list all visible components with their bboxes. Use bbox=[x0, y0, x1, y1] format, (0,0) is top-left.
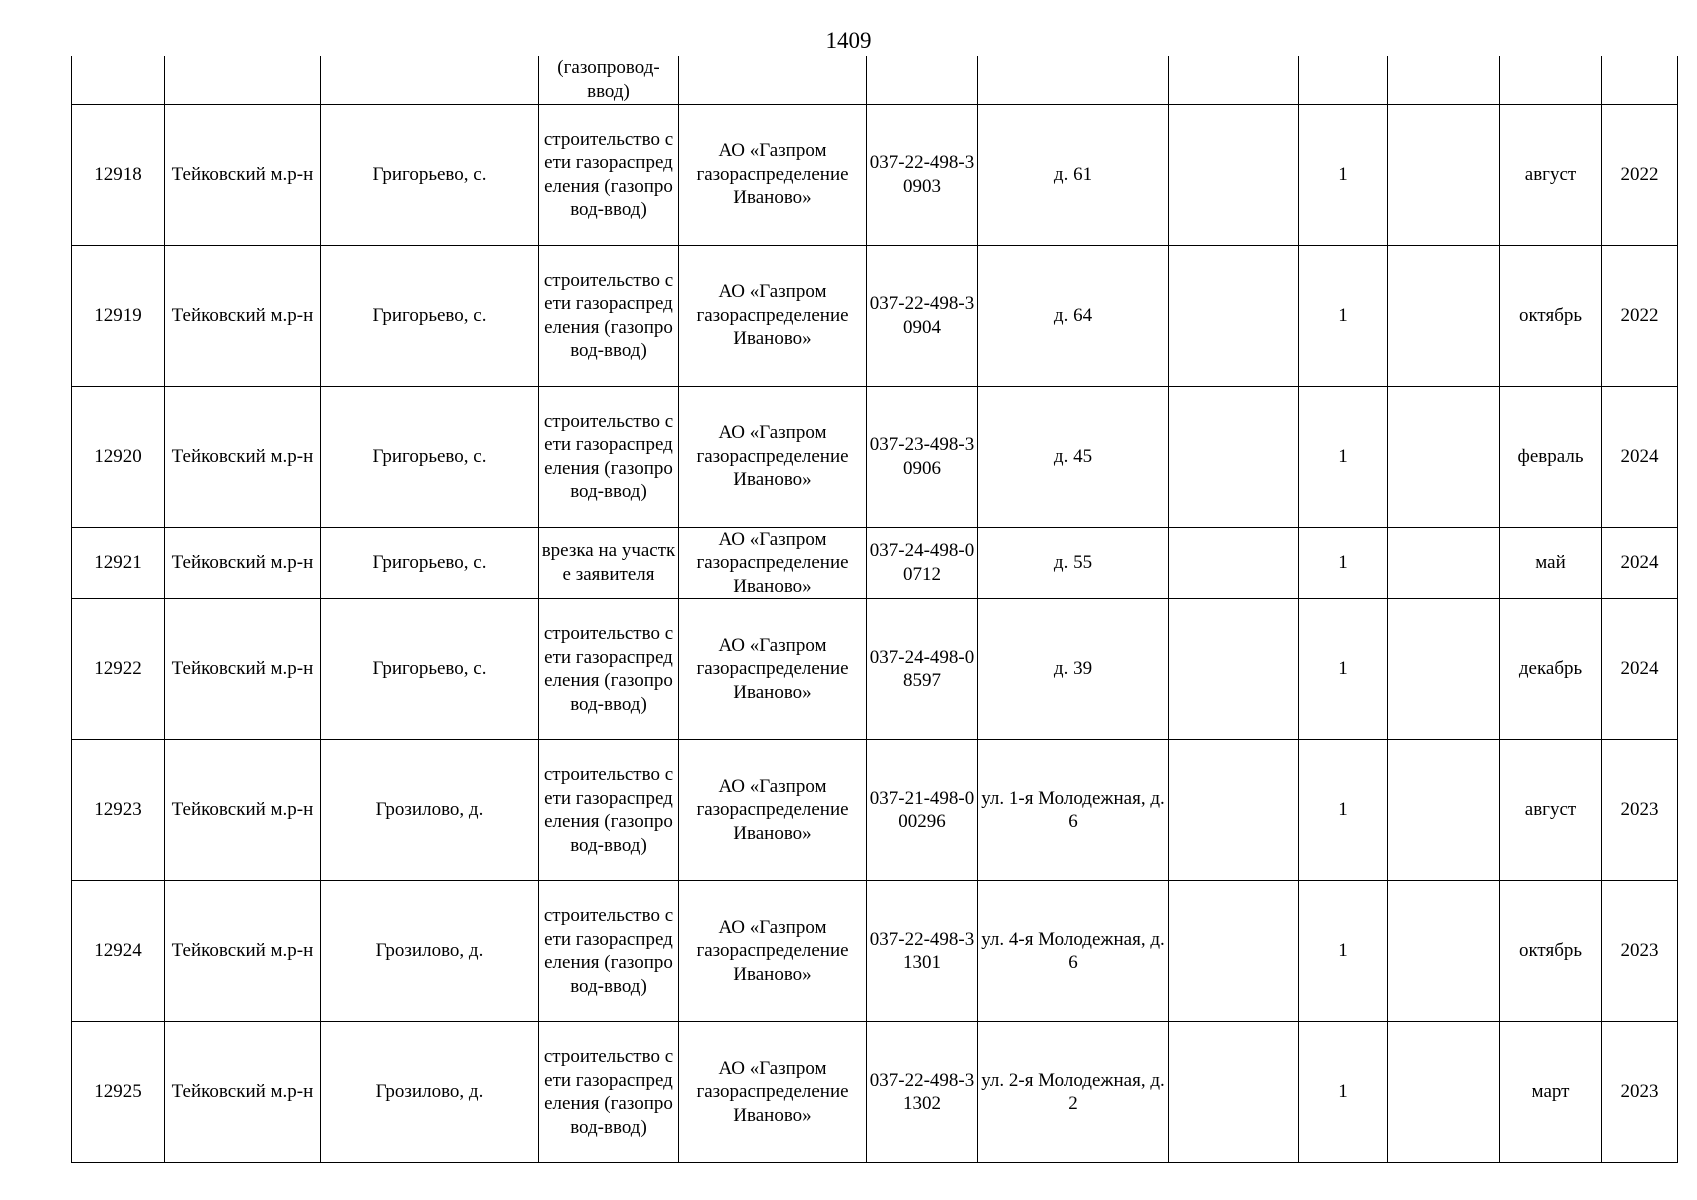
cell-count: 1 bbox=[1299, 740, 1388, 881]
cell-month: август bbox=[1500, 740, 1602, 881]
cell-address: ул. 4-я Молодежная, д. 6 bbox=[978, 881, 1169, 1022]
table-row bbox=[72, 527, 1678, 599]
cell-organization: АО «Газпром газораспределение Иваново» bbox=[679, 740, 867, 881]
cell-contract: 037-21-498-000296 bbox=[867, 740, 978, 881]
cell-count: 1 bbox=[1299, 386, 1388, 527]
cell-year: 2023 bbox=[1602, 881, 1678, 1022]
cell-settlement: Грозилово, д. bbox=[321, 740, 539, 881]
table-body bbox=[72, 56, 1678, 1163]
cell-year: 2024 bbox=[1602, 386, 1678, 527]
table-row bbox=[72, 104, 1678, 245]
cell-count: 1 bbox=[1299, 104, 1388, 245]
cell-col8 bbox=[1169, 881, 1299, 1022]
cell-col10 bbox=[1388, 527, 1500, 599]
cell-settlement: Грозилово, д. bbox=[321, 1022, 539, 1163]
cell-organization: АО «Газпром газораспределение Иваново» bbox=[679, 881, 867, 1022]
cell-count: 1 bbox=[1299, 881, 1388, 1022]
table-row bbox=[72, 740, 1678, 881]
table-row bbox=[72, 881, 1678, 1022]
cell-work-type: строительство сети газораспределения (газопровод-ввод) bbox=[539, 245, 679, 386]
cell-col8 bbox=[1169, 740, 1299, 881]
cell-organization: АО «Газпром газораспределение Иваново» bbox=[679, 527, 867, 599]
cell-col8 bbox=[1169, 527, 1299, 599]
cell-col10 bbox=[1388, 386, 1500, 527]
cell-id: 12923 bbox=[72, 740, 165, 881]
cell-col8 bbox=[1169, 386, 1299, 527]
cell-address: д. 55 bbox=[978, 527, 1169, 599]
cell-work-type: строительство сети газораспределения (газопровод-ввод) bbox=[539, 386, 679, 527]
cell-address: д. 61 bbox=[978, 104, 1169, 245]
cell-district: Тейковский м.р-н bbox=[165, 104, 321, 245]
cell-month bbox=[1500, 56, 1602, 104]
cell-count: 1 bbox=[1299, 527, 1388, 599]
cell-organization bbox=[679, 56, 867, 104]
cell-col8 bbox=[1169, 56, 1299, 104]
cell-count: 1 bbox=[1299, 1022, 1388, 1163]
cell-month: февраль bbox=[1500, 386, 1602, 527]
cell-address: ул. 1-я Молодежная, д. 6 bbox=[978, 740, 1169, 881]
cell-col8 bbox=[1169, 245, 1299, 386]
cell-count bbox=[1299, 56, 1388, 104]
cell-organization: АО «Газпром газораспределение Иваново» bbox=[679, 386, 867, 527]
table-row bbox=[72, 1022, 1678, 1163]
cell-settlement bbox=[321, 56, 539, 104]
cell-district: Тейковский м.р-н bbox=[165, 599, 321, 740]
cell-col8 bbox=[1169, 599, 1299, 740]
cell-address bbox=[978, 56, 1169, 104]
cell-settlement: Григорьево, с. bbox=[321, 527, 539, 599]
cell-settlement: Григорьево, с. bbox=[321, 599, 539, 740]
cell-work-type: строительство сети газораспределения (газопровод-ввод) bbox=[539, 104, 679, 245]
cell-month: май bbox=[1500, 527, 1602, 599]
cell-work-type: строительство сети газораспределения (газопровод-ввод) bbox=[539, 740, 679, 881]
cell-district: Тейковский м.р-н bbox=[165, 386, 321, 527]
cell-month: декабрь bbox=[1500, 599, 1602, 740]
cell-address: д. 45 bbox=[978, 386, 1169, 527]
cell-id: 12921 bbox=[72, 527, 165, 599]
registry-table bbox=[71, 56, 1678, 1163]
cell-year: 2022 bbox=[1602, 245, 1678, 386]
table-row bbox=[72, 599, 1678, 740]
cell-district: Тейковский м.р-н bbox=[165, 740, 321, 881]
cell-col10 bbox=[1388, 245, 1500, 386]
cell-count: 1 bbox=[1299, 599, 1388, 740]
cell-year: 2022 bbox=[1602, 104, 1678, 245]
cell-id bbox=[72, 56, 165, 104]
cell-settlement: Григорьево, с. bbox=[321, 245, 539, 386]
cell-address: ул. 2-я Молодежная, д. 2 bbox=[978, 1022, 1169, 1163]
cell-district: Тейковский м.р-н bbox=[165, 245, 321, 386]
cell-district: Тейковский м.р-н bbox=[165, 881, 321, 1022]
cell-contract: 037-22-498-31301 bbox=[867, 881, 978, 1022]
cell-month: март bbox=[1500, 1022, 1602, 1163]
cell-organization: АО «Газпром газораспределение Иваново» bbox=[679, 1022, 867, 1163]
cell-col10 bbox=[1388, 599, 1500, 740]
cell-contract: 037-22-498-30904 bbox=[867, 245, 978, 386]
cell-contract: 037-24-498-08597 bbox=[867, 599, 978, 740]
cell-year: 2023 bbox=[1602, 740, 1678, 881]
cell-contract: 037-22-498-30903 bbox=[867, 104, 978, 245]
cell-work-type: врезка на участке заявителя bbox=[539, 527, 679, 599]
cell-year: 2023 bbox=[1602, 1022, 1678, 1163]
cell-id: 12925 bbox=[72, 1022, 165, 1163]
cell-organization: АО «Газпром газораспределение Иваново» bbox=[679, 104, 867, 245]
cell-contract: 037-22-498-31302 bbox=[867, 1022, 978, 1163]
cell-contract: 037-23-498-30906 bbox=[867, 386, 978, 527]
cell-id: 12924 bbox=[72, 881, 165, 1022]
cell-col10 bbox=[1388, 104, 1500, 245]
cell-contract bbox=[867, 56, 978, 104]
cell-organization: АО «Газпром газораспределение Иваново» bbox=[679, 245, 867, 386]
cell-work-type: строительство сети газораспределения (газопровод-ввод) bbox=[539, 881, 679, 1022]
cell-work-type: строительство сети газораспределения (газопровод-ввод) bbox=[539, 1022, 679, 1163]
cell-address: д. 39 bbox=[978, 599, 1169, 740]
cell-year: 2024 bbox=[1602, 599, 1678, 740]
cell-month: октябрь bbox=[1500, 245, 1602, 386]
cell-month: август bbox=[1500, 104, 1602, 245]
cell-col10 bbox=[1388, 56, 1500, 104]
cell-district: Тейковский м.р-н bbox=[165, 1022, 321, 1163]
cell-district: Тейковский м.р-н bbox=[165, 527, 321, 599]
cell-col10 bbox=[1388, 740, 1500, 881]
cell-organization: АО «Газпром газораспределение Иваново» bbox=[679, 599, 867, 740]
cell-col10 bbox=[1388, 1022, 1500, 1163]
cell-district bbox=[165, 56, 321, 104]
table-row bbox=[72, 386, 1678, 527]
cell-contract: 037-24-498-00712 bbox=[867, 527, 978, 599]
table-row bbox=[72, 245, 1678, 386]
cell-id: 12919 bbox=[72, 245, 165, 386]
cell-col8 bbox=[1169, 104, 1299, 245]
cell-col8 bbox=[1169, 1022, 1299, 1163]
cell-settlement: Григорьево, с. bbox=[321, 104, 539, 245]
cell-id: 12922 bbox=[72, 599, 165, 740]
continuation-row bbox=[72, 56, 1678, 104]
cell-year bbox=[1602, 56, 1678, 104]
cell-col10 bbox=[1388, 881, 1500, 1022]
cell-month: октябрь bbox=[1500, 881, 1602, 1022]
cell-address: д. 64 bbox=[978, 245, 1169, 386]
cell-year: 2024 bbox=[1602, 527, 1678, 599]
cell-id: 12918 bbox=[72, 104, 165, 245]
cell-settlement: Грозилово, д. bbox=[321, 881, 539, 1022]
cell-count: 1 bbox=[1299, 245, 1388, 386]
cell-work-type: строительство сети газораспределения (газопровод-ввод) bbox=[539, 599, 679, 740]
page-number: 1409 bbox=[825, 28, 872, 53]
cell-settlement: Григорьево, с. bbox=[321, 386, 539, 527]
cell-id: 12920 bbox=[72, 386, 165, 527]
cell-work-type: (газопровод- ввод) bbox=[539, 56, 679, 104]
